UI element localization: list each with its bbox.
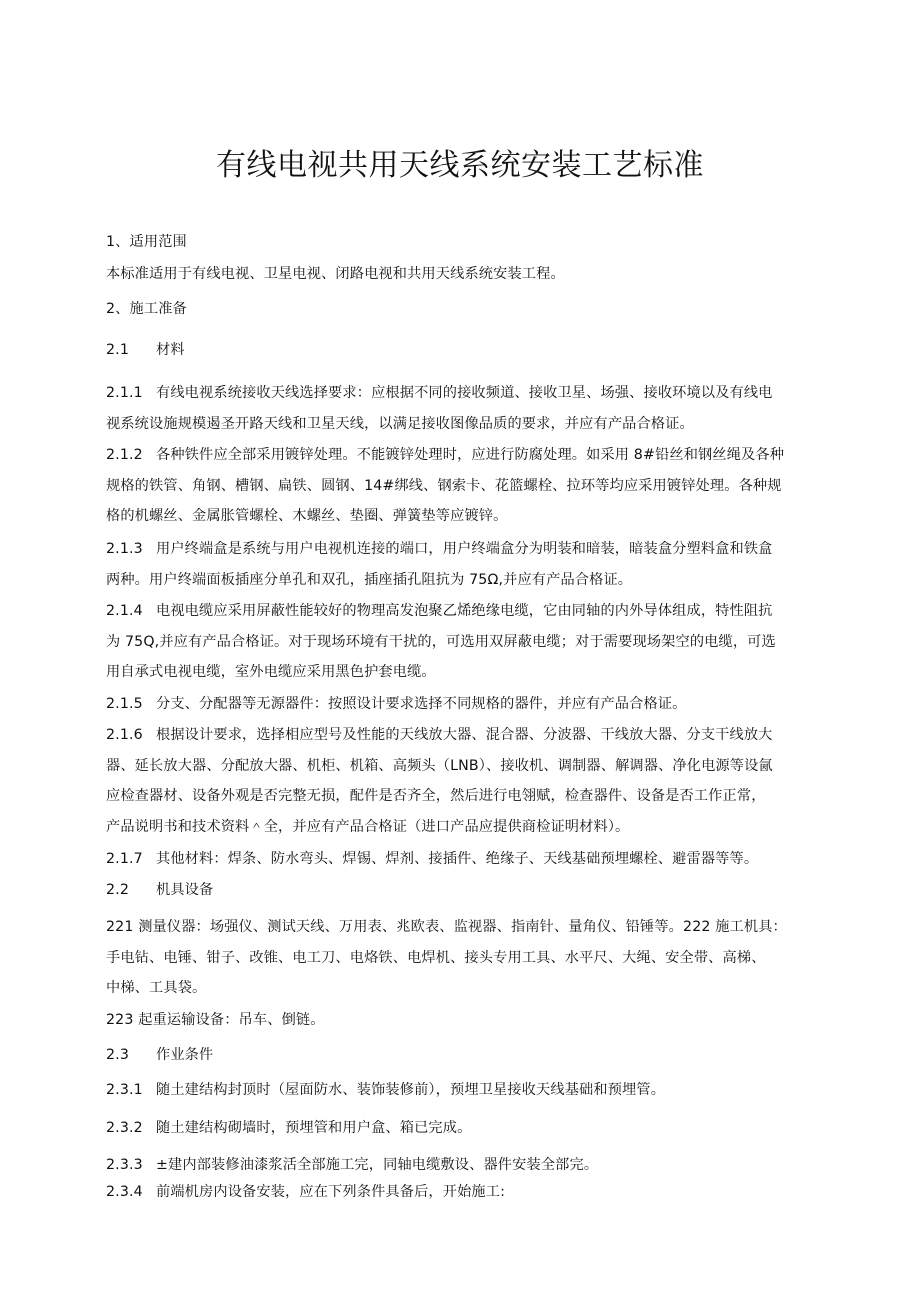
heading-preparation: [106, 294, 834, 325]
text-line: 用自承式电视电缆，室外电缆应采用黑色护套电缆。: [106, 664, 436, 680]
text-line: 应检查器材、设备外观是否完整无损，配件是否齐全，然后进行电翎赋，检查器件、设备是否工作正常，: [106, 788, 766, 804]
section-number: 2.1.5: [106, 696, 143, 712]
text-line: 2.1.6 根据设计要求，选择相应型号及性能的天线放大器、混合器、分波器、干线放大器、分支干线放大: [106, 720, 834, 751]
text-line: 格的机螺丝、金属胀管螺栓、木螺丝、垫圈、弹簧垫等应镀锌。: [106, 508, 508, 524]
text-line: 器、延长放大器、分配放大器、机柜、机箱、高频头（LNB）、接收机、调制器、解调器、净化电源等设氤: [106, 757, 773, 774]
paragraph-2-1-2: [106, 440, 834, 532]
section-number: 2.1.7: [106, 851, 143, 867]
text-line: 规格的铁管、角钢、槽钢、扁铁、圆钢、14#绑线、钢索卡、花篮螺栓、拉环等均应采用镀锌处理。各种规: [106, 477, 782, 494]
text-line: 中梯、工具袋。: [106, 980, 207, 996]
paragraph-2-3-3: [106, 1150, 834, 1181]
text-line: 2.2 机具设备: [106, 875, 834, 906]
text-line: 2.3.4 前端机房内设备安装，应在下列条件具备后，开始施工:: [106, 1177, 834, 1208]
text-line: 2.3 作业条件: [106, 1040, 834, 1071]
section-number: 2.3.1: [106, 1082, 143, 1098]
text-line: 两种。用户终端面板插座分单孔和双孔，插座插孔阻抗为 75Ω,并应有产品合格证。: [106, 571, 633, 588]
paragraph-scope: [106, 259, 834, 290]
section-number: 2.3: [106, 1047, 130, 1063]
text-line: 本标准适用于有线电视、卫星电视、闭路电视和共用天线系统安装工程。: [106, 266, 565, 282]
paragraph-2-1-7: [106, 844, 834, 875]
text-line: 2.1.1 有线电视系统接收天线选择要求：应根据不同的接收频道、接收卫星、场强、接收环境以及有线电: [106, 378, 834, 409]
paragraph-2-1-1: [106, 378, 834, 439]
paragraph-2-1-6: [106, 720, 834, 842]
section-number: 2.1.1: [106, 385, 143, 401]
text-line: 为 75Q,并应有产品合格证。对于现场环境有干扰的，可选用双屏蔽电缆；对于需要现场架空的电缆，可选: [106, 633, 776, 650]
text-line: 2.3.1 随土建结构封顶时（屋面防水、装饰装修前），预埋卫星接收天线基础和预埋管。: [106, 1075, 834, 1106]
section-number: 2.1.4: [106, 603, 143, 619]
text-line: [106, 335, 834, 366]
text-line: 221 测量仪器：场强仪、测试天线、万用表、兆欧表、监视器、指南针、量角仪、铅锤等。222 施工机具：: [106, 919, 787, 935]
text-line: 产品说明书和技术资料＾全，并应有产品合格证（进口产品应提供商检证明材料）。: [106, 818, 630, 835]
text-line: 2.1.7 其他材料：焊条、防水弯头、焊锡、焊剂、接插件、绝缘子、天线基础预埋螺栓、避雷器等等。: [106, 844, 834, 875]
text-line: 2.1.5 分支、分配器等无源器件：按照设计要求选择不同规格的器件，并应有产品合格证。: [106, 689, 834, 720]
text-line: 2.1.2 各种铁件应全部采用镀锌处理。不能镀锌处理时，应进行防腐处理。如采用 8#铅丝和钢丝绳及各种: [106, 440, 834, 471]
text-line: 223 起重运输设备：吊车、倒链。: [106, 1012, 325, 1028]
section-text: 材料: [156, 342, 185, 358]
heading-2-1: [106, 335, 834, 366]
text-line: 2.1.3 用户终端盒是系统与用户电视机连接的端口，用户终端盒分为明装和暗装，暗装盒分塑料盒和铁盒: [106, 534, 834, 565]
text-line: 2.1.4 电视电缆应采用屏蔽性能较好的物理高发泡聚乙烯绝缘电缆，它由同轴的内外导体组成，特性阻抗: [106, 596, 834, 627]
paragraph-2-1-5: [106, 689, 834, 720]
paragraph-2-3-4: [106, 1177, 834, 1208]
paragraph-lifting: [106, 1005, 834, 1036]
text-line: 2.3.2 随土建结构砌墙时，预埋管和用户盒、箱已完成。: [106, 1113, 834, 1144]
text-line: 2.3.3 ±建内部装修油漆浆活全部施工完，同轴电缆敷设、器件安装全部完。: [106, 1150, 834, 1181]
section-number: 2.3.4: [106, 1184, 143, 1200]
paragraph-2-3-1: [106, 1075, 834, 1106]
section-number: 2.1: [106, 342, 130, 358]
text-line: 视系统设施规模遏圣开路天线和卫星天线，以满足接收图像品质的要求，并应有产品合格证。: [106, 415, 694, 432]
text-line: 2、施工准备: [106, 301, 187, 317]
section-number: 2.1.6: [106, 727, 143, 743]
paragraph-tools: [106, 912, 834, 1004]
heading-scope: [106, 227, 834, 258]
section-number: 2.3.3: [106, 1157, 143, 1173]
text-line: 手电钻、电锤、钳子、改锥、电工刀、电烙铁、电焊机、接头专用工具、水平尺、大绳、安全带、高梯、: [106, 949, 766, 966]
section-number: 2.3.2: [106, 1120, 143, 1136]
document-title: 有线电视共用天线系统安装工艺标准: [216, 148, 704, 183]
paragraph-2-1-3: [106, 534, 834, 595]
heading-2-2: [106, 875, 834, 906]
section-number: 2.1.2: [106, 447, 143, 463]
text-line: 1、适用范围: [106, 234, 187, 250]
paragraph-2-3-2: [106, 1113, 834, 1144]
paragraph-2-1-4: [106, 596, 834, 688]
section-number: 2.1.3: [106, 541, 143, 557]
section-number: 2.2: [106, 882, 130, 898]
heading-2-3: [106, 1040, 834, 1071]
